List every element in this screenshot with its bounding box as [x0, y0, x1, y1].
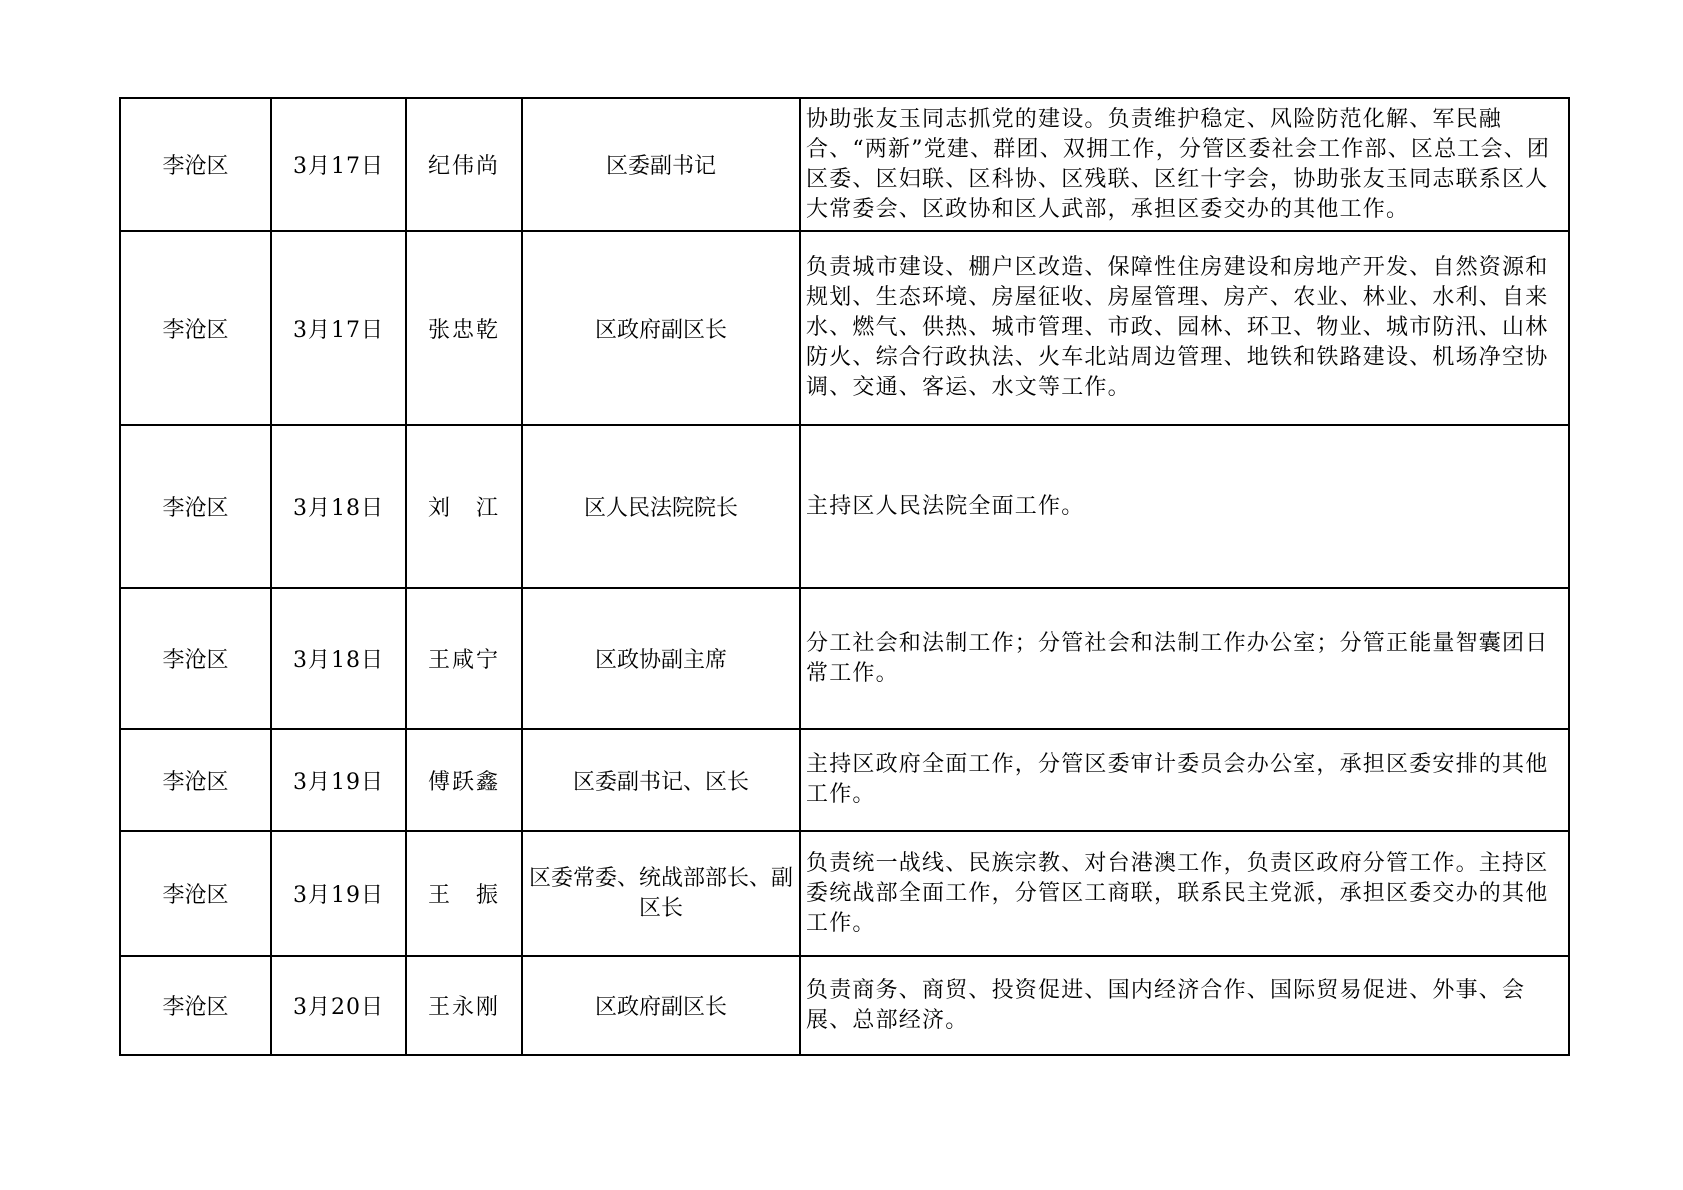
date-cell: 3月18日 [271, 588, 406, 729]
duties-cell: 协助张友玉同志抓党的建设。负责维护稳定、风险防范化解、军民融合、“两新”党建、群团、双拥工作，分管区委社会工作部、区总工会、团区委、区妇联、区科协、区残联、区红十字会，协助张友玉同志联系区人大常委会、区政协和区人武部，承担区委交办的其他工作。 [800, 98, 1569, 231]
date-cell: 3月19日 [271, 729, 406, 831]
position-cell: 区委副书记 [522, 98, 800, 231]
district-cell: 李沧区 [120, 98, 271, 231]
table-row [120, 831, 1569, 956]
date-cell: 3月17日 [271, 98, 406, 231]
position-cell: 区政府副区长 [522, 231, 800, 425]
district-cell: 李沧区 [120, 956, 271, 1055]
position-cell: 区政府副区长 [522, 956, 800, 1055]
position-cell: 区委副书记、区长 [522, 729, 800, 831]
name-cell: 张忠乾 [406, 231, 522, 425]
name-cell: 刘 江 [406, 425, 522, 588]
duties-cell: 负责统一战线、民族宗教、对台港澳工作，负责区政府分管工作。主持区委统战部全面工作，分管区工商联，联系民主党派，承担区委交办的其他工作。 [800, 831, 1569, 956]
duties-cell: 负责商务、商贸、投资促进、国内经济合作、国际贸易促进、外事、会展、总部经济。 [800, 956, 1569, 1055]
name-cell: 王 振 [406, 831, 522, 956]
name-cell: 王永刚 [406, 956, 522, 1055]
table-row [120, 98, 1569, 231]
district-cell: 李沧区 [120, 231, 271, 425]
date-cell: 3月18日 [271, 425, 406, 588]
district-cell: 李沧区 [120, 729, 271, 831]
duties-cell: 主持区政府全面工作，分管区委审计委员会办公室，承担区委安排的其他工作。 [800, 729, 1569, 831]
duties-cell: 分工社会和法制工作；分管社会和法制工作办公室；分管正能量智囊团日常工作。 [800, 588, 1569, 729]
position-cell: 区人民法院院长 [522, 425, 800, 588]
table-row [120, 956, 1569, 1055]
table-row [120, 729, 1569, 831]
appointments-table [119, 97, 1570, 1056]
name-cell: 王咸宁 [406, 588, 522, 729]
duties-cell: 主持区人民法院全面工作。 [800, 425, 1569, 588]
date-cell: 3月19日 [271, 831, 406, 956]
district-cell: 李沧区 [120, 588, 271, 729]
table-row [120, 231, 1569, 425]
name-cell: 傅跃鑫 [406, 729, 522, 831]
position-cell: 区委常委、统战部部长、副区长 [522, 831, 800, 956]
duties-cell: 负责城市建设、棚户区改造、保障性住房建设和房地产开发、自然资源和规划、生态环境、房屋征收、房屋管理、房产、农业、林业、水利、自来水、燃气、供热、城市管理、市政、园林、环卫、物业、城市防汛、山林防火、综合行政执法、火车北站周边管理、地铁和铁路建设、机场净空协调、交通、客运、水文等工作。 [800, 231, 1569, 425]
district-cell: 李沧区 [120, 425, 271, 588]
date-cell: 3月17日 [271, 231, 406, 425]
position-cell: 区政协副主席 [522, 588, 800, 729]
table-row [120, 425, 1569, 588]
name-cell: 纪伟尚 [406, 98, 522, 231]
table-row [120, 588, 1569, 729]
date-cell: 3月20日 [271, 956, 406, 1055]
district-cell: 李沧区 [120, 831, 271, 956]
